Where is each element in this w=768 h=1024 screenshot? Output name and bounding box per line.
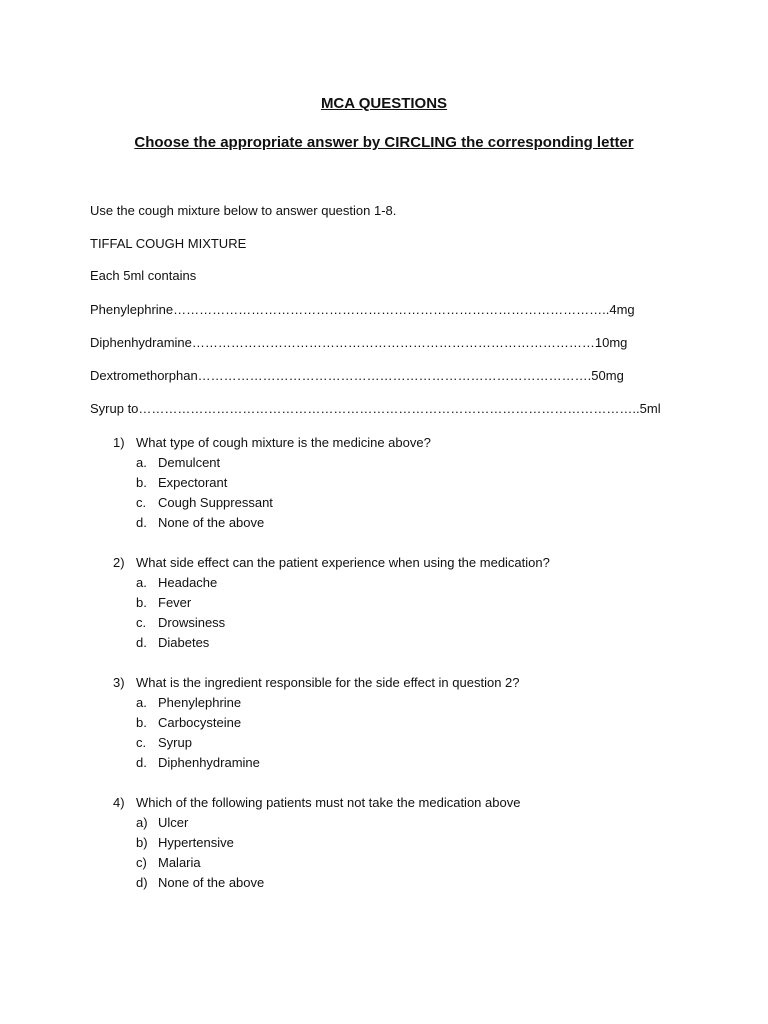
instruction-heading: Choose the appropriate answer by CIRCLING the corresponding letter [134, 134, 634, 151]
answer-option[interactable] [0, 513, 768, 533]
answer-option[interactable] [0, 733, 768, 753]
option-letter: d. [136, 635, 147, 650]
option-letter: b. [136, 595, 147, 610]
option-text: Carbocysteine [158, 715, 242, 730]
option-text: Fever [158, 595, 192, 610]
answer-option[interactable] [0, 593, 768, 613]
option-letter: d. [136, 515, 147, 530]
option-text: Diphenhydramine [158, 755, 260, 770]
page-title: MCA QUESTIONS [320, 95, 448, 112]
option-letter: a. [136, 695, 147, 710]
question-text: Which of the following patients must not take the medication above [136, 795, 521, 810]
answer-option[interactable] [0, 873, 768, 893]
question-4 [0, 793, 768, 893]
option-letter: d) [136, 875, 148, 890]
option-text: Malaria [158, 855, 201, 870]
option-text: Diabetes [158, 635, 210, 650]
question-1 [0, 433, 768, 533]
option-letter: b. [136, 715, 147, 730]
product-name: TIFFAL COUGH MIXTURE [90, 236, 247, 251]
question-text: What side effect can the patient experience when using the medication? [136, 555, 550, 570]
option-letter: c. [136, 615, 147, 630]
answer-option[interactable] [0, 853, 768, 873]
option-letter: c) [136, 855, 147, 870]
option-text: None of the above [158, 875, 265, 890]
option-letter: b) [136, 835, 148, 850]
answer-option[interactable] [0, 753, 768, 773]
ingredient-line: Phenylephrine………………………………………………………………………………………..4mg [90, 302, 635, 317]
each-contains-text: Each 5ml contains [90, 268, 197, 283]
answer-option[interactable] [0, 453, 768, 473]
option-letter: c. [136, 735, 147, 750]
answer-option[interactable] [0, 713, 768, 733]
option-letter: a. [136, 575, 147, 590]
question-number: 1) [113, 435, 125, 450]
answer-option[interactable] [0, 473, 768, 493]
option-text: Headache [158, 575, 218, 590]
option-text: Expectorant [158, 475, 228, 490]
ingredient-line: Diphenhydramine…………………………………………………………………………………10mg [90, 335, 628, 350]
question-text: What is the ingredient responsible for the side effect in question 2? [136, 675, 520, 690]
option-text: Ulcer [158, 815, 189, 830]
option-text: None of the above [158, 515, 265, 530]
question-3 [0, 673, 768, 773]
option-letter: a. [136, 455, 147, 470]
option-text: Syrup [158, 735, 192, 750]
answer-option[interactable] [0, 573, 768, 593]
intro-text: Use the cough mixture below to answer question 1-8. [90, 203, 397, 218]
question-text: What type of cough mixture is the medicine above? [136, 435, 431, 450]
answer-option[interactable] [0, 633, 768, 653]
question-number: 2) [113, 555, 125, 570]
option-text: Drowsiness [158, 615, 226, 630]
option-text: Phenylephrine [158, 695, 242, 710]
ingredient-line: Syrup to……………………………………………………………………………………………………..5ml [90, 401, 661, 416]
option-text: Demulcent [158, 455, 221, 470]
option-letter: c. [136, 495, 147, 510]
answer-option[interactable] [0, 613, 768, 633]
answer-option[interactable] [0, 813, 768, 833]
option-letter: b. [136, 475, 147, 490]
question-number: 4) [113, 795, 125, 810]
option-letter: a) [136, 815, 148, 830]
option-letter: d. [136, 755, 147, 770]
question-2 [0, 553, 768, 653]
question-number: 3) [113, 675, 125, 690]
answer-option[interactable] [0, 493, 768, 513]
option-text: Hypertensive [158, 835, 234, 850]
answer-option[interactable] [0, 833, 768, 853]
question-list [0, 433, 768, 893]
answer-option[interactable] [0, 693, 768, 713]
ingredient-line: Dextromethorphan……………………………………………………………………………….50mg [90, 368, 624, 383]
option-text: Cough Suppressant [158, 495, 273, 510]
